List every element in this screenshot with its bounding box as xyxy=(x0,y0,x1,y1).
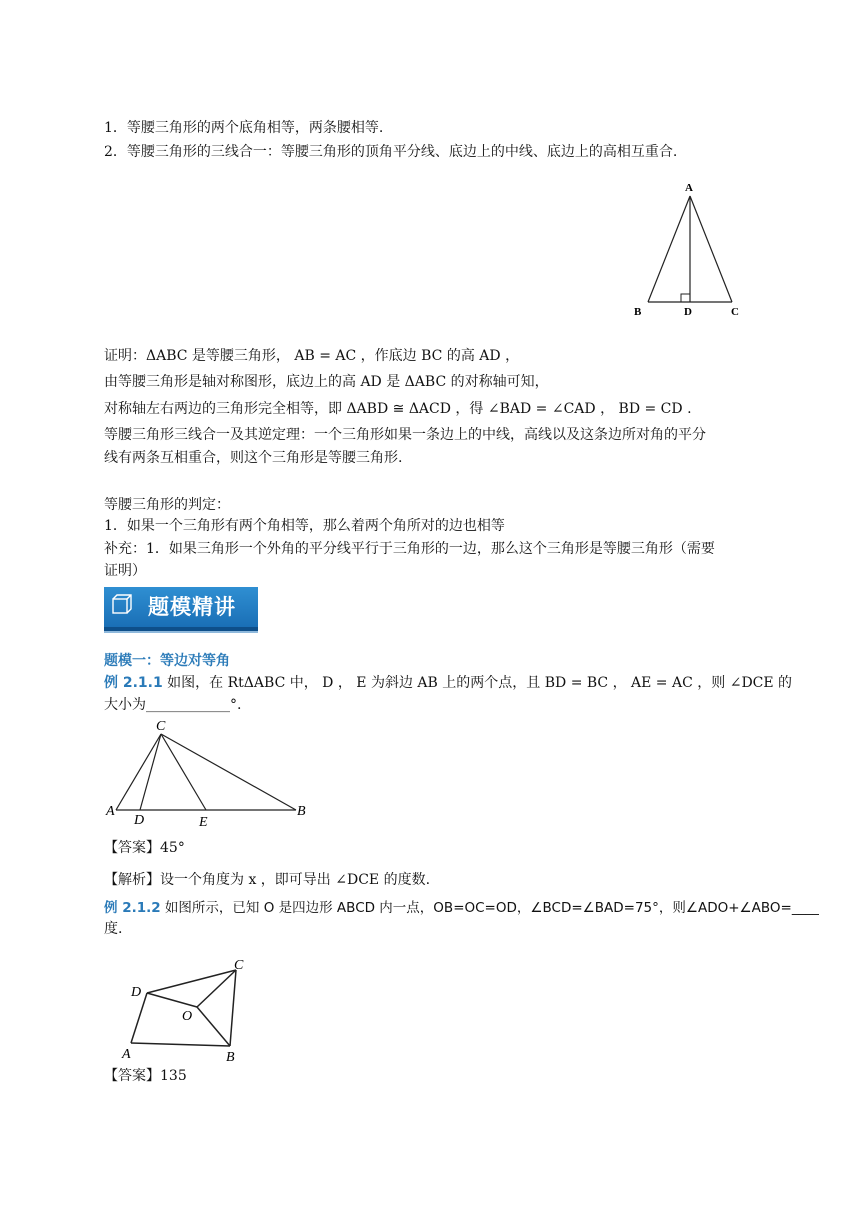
example-1-text: 如图，在 RtΔABC 中， D ， E 为斜边 AB 上的两个点，且 BD = BC ， AE = AC ，则 ∠DCE 的 xyxy=(162,675,793,691)
example-1-analysis: 【解析】设一个角度为 x ，即可导出 ∠DCE 的度数. xyxy=(104,872,431,888)
label-d: D xyxy=(131,985,142,1000)
label-c: C xyxy=(156,719,166,734)
label-e: E xyxy=(199,815,208,830)
label-b: B xyxy=(297,804,306,819)
example-2-label: 例 2.1.2 xyxy=(104,900,161,916)
proof-line-2: 由等腰三角形是轴对称图形，底边上的高 AD 是 ΔABC 的对称轴可知， xyxy=(104,374,549,390)
section-title: 题模一：等边对等角 xyxy=(104,653,230,669)
banner-text: 题模精讲 xyxy=(148,595,236,619)
example-2-text: 如图所示，已知 O 是四边形 ABCD 内一点，OB=OC=OD，∠BCD=∠BAD=75°，则∠ADO+∠ABO=____ xyxy=(160,900,819,916)
supplement-line-1: 补充：1．如果三角形一个外角的平分线平行于三角形的一边，那么这个三角形是等腰三角形（需要 xyxy=(104,541,715,557)
label-a: A xyxy=(122,1047,131,1062)
cube-icon xyxy=(110,593,132,617)
label-b: B xyxy=(634,306,642,318)
label-o: O xyxy=(182,1009,193,1024)
label-c: C xyxy=(234,958,244,973)
judgement-title: 等腰三角形的判定： xyxy=(104,497,230,513)
supplement-line-2: 证明） xyxy=(104,563,146,579)
example-2-answer: 【答案】135 xyxy=(104,1068,187,1084)
proof-line-3: 对称轴左右两边的三角形完全相等，即 ΔABD ≅ ΔACD ，得 ∠BAD = ∠CAD ， BD = CD . xyxy=(104,401,692,417)
example-1-line-1 xyxy=(104,673,792,693)
example-1-answer: 【答案】45° xyxy=(104,840,185,856)
judgement-1: 1．如果一个三角形有两个角相等，那么着两个角所对的边也相等 xyxy=(104,518,505,534)
proof-line-1: 证明：ΔABC 是等腰三角形， AB = AC ，作底边 BC 的高 AD ， xyxy=(104,348,520,364)
example-2-line-2: 度. xyxy=(104,921,123,937)
label-a: A xyxy=(106,804,115,819)
label-d: D xyxy=(134,813,145,828)
label-c: C xyxy=(731,306,739,318)
example-1-line-2: 大小为____________°. xyxy=(104,697,242,713)
proof-line-4: 等腰三角形三线合一及其逆定理：一个三角形如果一条边上的中线，高线以及这条边所对角的平分 xyxy=(104,427,706,443)
label-d: D xyxy=(684,306,692,318)
example-1-label: 例 2.1.1 xyxy=(104,675,163,691)
property-1: 1．等腰三角形的两个底角相等，两条腰相等. xyxy=(104,120,384,136)
property-2: 2．等腰三角形的三线合一：等腰三角形的顶角平分线、底边上的中线、底边上的高相互重合. xyxy=(104,144,678,160)
section-banner xyxy=(104,587,258,631)
isosceles-triangle-figure xyxy=(628,178,758,323)
label-b: B xyxy=(226,1050,235,1064)
label-a: A xyxy=(685,182,693,194)
example-2-line-1 xyxy=(104,898,819,918)
right-triangle-figure xyxy=(104,716,316,830)
proof-line-5: 线有两条互相重合，则这个三角形是等腰三角形. xyxy=(104,450,403,466)
quadrilateral-figure xyxy=(112,952,262,1064)
